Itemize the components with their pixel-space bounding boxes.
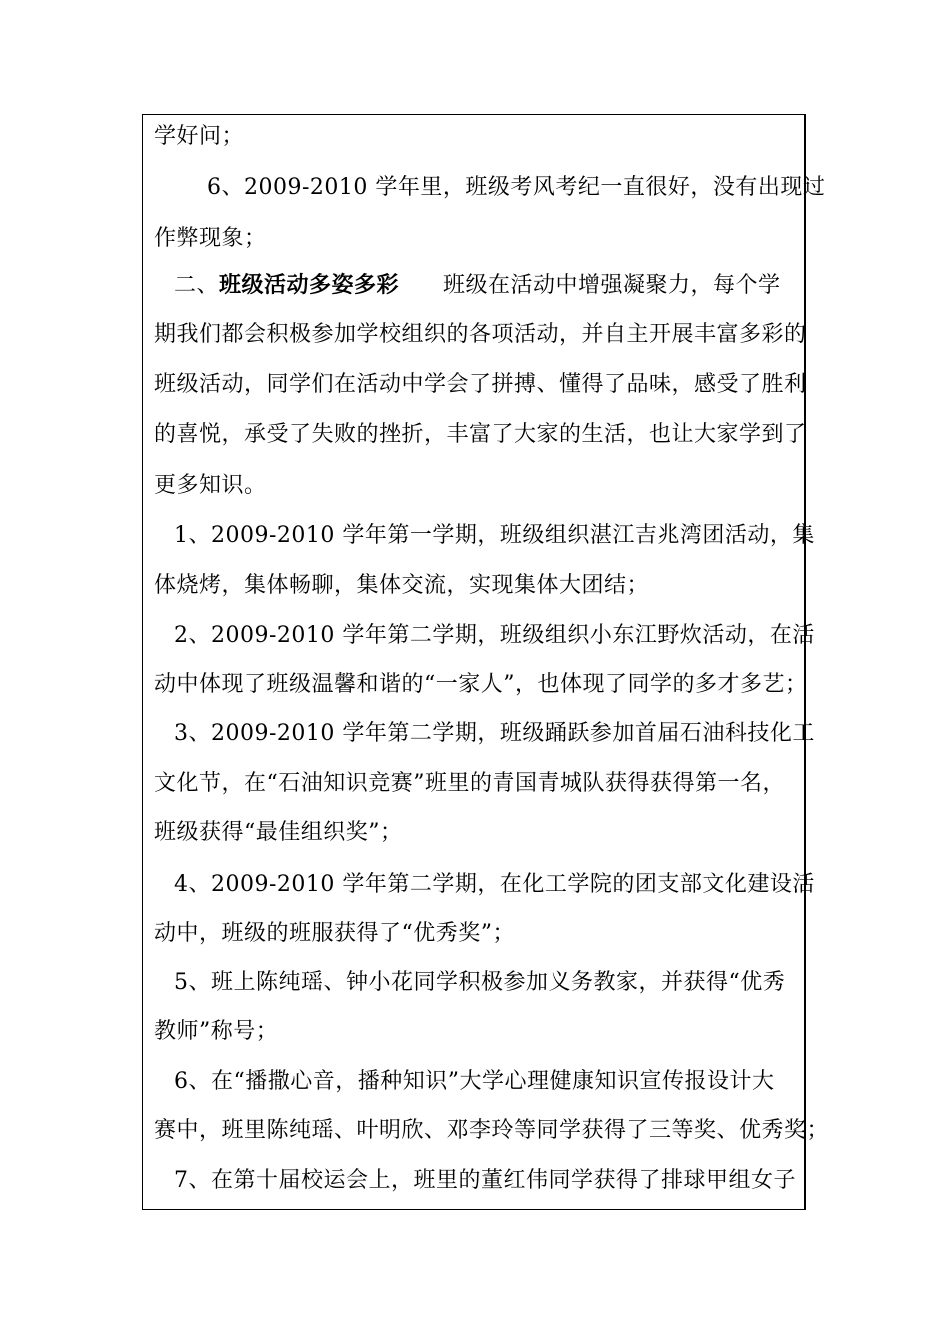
text-line: 作弊现象； [154, 226, 267, 251]
text-line: 动中体现了班级温馨和谐的“一家人”，也体现了同学的多才多艺； [154, 672, 808, 697]
text-line: 赛中，班里陈纯瑶、叶明欣、邓李玲等同学获得了三等奖、优秀奖； [154, 1118, 830, 1143]
text-line: 的喜悦，承受了失败的挫折，丰富了大家的生活，也让大家学到了 [154, 422, 807, 447]
text-line: 班级活动，同学们在活动中学会了拼搏、懂得了品味，感受了胜利 [154, 372, 807, 397]
list-item: 4、2009-2010 学年第二学期，在化工学院的团支部文化建设活 [174, 872, 815, 897]
text-line: 期我们都会积极参加学校组织的各项活动，并自主开展丰富多彩的 [154, 322, 807, 347]
section-intro: 班级在活动中增强凝聚力，每个学 [443, 273, 781, 298]
text-line: 文化节，在“石油知识竞赛”班里的青国青城队获得获得第一名， [154, 771, 785, 796]
list-item: 7、在第十届校运会上，班里的董红伟同学获得了排球甲组女子 [174, 1168, 796, 1193]
text-line: 体烧烤，集体畅聊，集体交流，实现集体大团结； [154, 573, 650, 598]
text-line: 更多知识。 [154, 473, 267, 498]
list-item: 5、班上陈纯瑶、钟小花同学积极参加义务教家，并获得“优秀 [174, 970, 786, 995]
text-line: 班级获得“最佳组织奖”； [154, 820, 403, 845]
list-item: 1、2009-2010 学年第一学期，班级组织湛江吉兆湾团活动，集 [174, 523, 815, 548]
list-item: 6、在“播撒心音，播种知识”大学心理健康知识宣传报设计大 [174, 1069, 775, 1094]
list-item: 3、2009-2010 学年第二学期，班级踊跃参加首届石油科技化工 [174, 721, 815, 746]
text-line: 学好问； [154, 124, 245, 149]
section-number: 二、 [174, 273, 220, 298]
section-heading-line [174, 271, 781, 301]
text-line: 动中，班级的班服获得了“优秀奖”； [154, 921, 515, 946]
list-item: 2、2009-2010 学年第二学期，班级组织小东江野炊活动，在活 [174, 623, 815, 648]
text-line: 6、2009-2010 学年里，班级考风考纪一直很好，没有出现过 [207, 175, 826, 200]
section-title: 班级活动多姿多彩 [219, 273, 400, 298]
text-line: 教师”称号； [154, 1019, 279, 1044]
